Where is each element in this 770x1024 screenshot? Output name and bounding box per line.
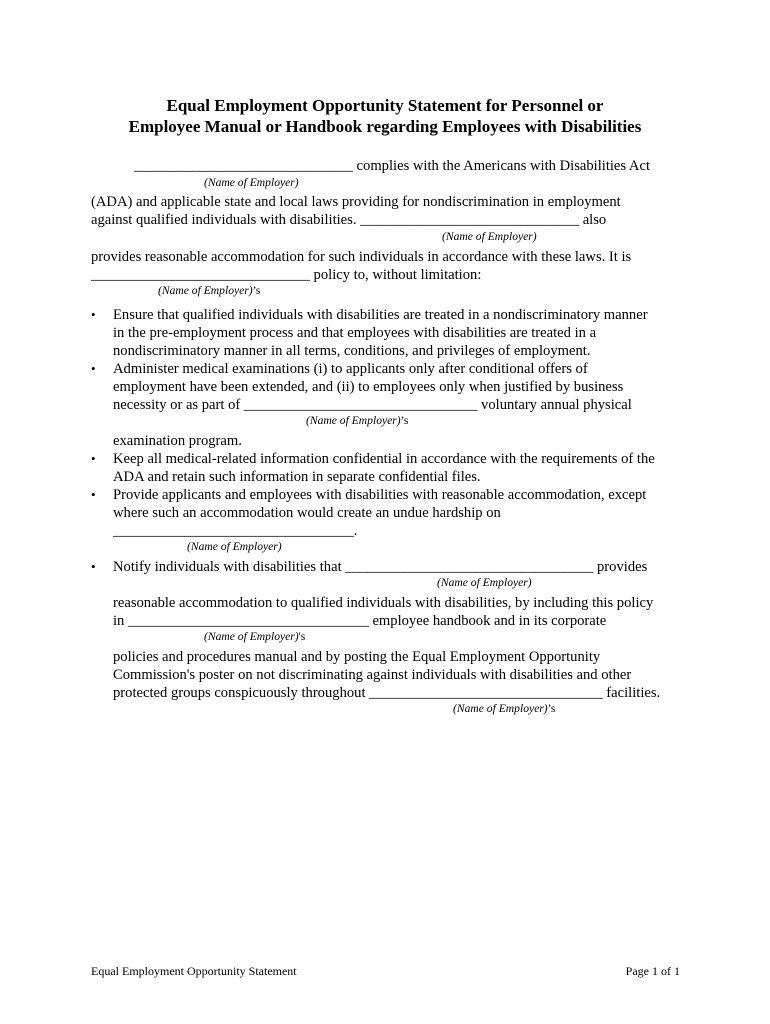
bullet-2-line-4: examination program.	[113, 433, 242, 449]
footer-title: Equal Employment Opportunity Statement	[91, 964, 297, 978]
bullet-5-line-2: reasonable accommodation to qualified individuals with disabilities, by including this policy	[113, 595, 654, 611]
bullet-5-line-4: policies and procedures manual and by posting the Equal Employment Opportunity	[113, 649, 601, 665]
bullet-2-line-1: Administer medical examinations (i) to applicants only after conditional offers of	[113, 361, 588, 377]
caption-employer-7: (Name of Employer)'s	[204, 630, 306, 643]
intro-line-4: provides reasonable accommodation for such individuals in accordance with these laws. It is	[91, 249, 632, 265]
intro-line-2: (ADA) and applicable state and local laws providing for nondiscrimination in employment	[91, 194, 621, 210]
bullet-4-icon: •	[91, 487, 96, 502]
caption-employer-2: (Name of Employer)	[442, 230, 537, 243]
bullet-5-icon: •	[91, 559, 96, 574]
bullet-4-line-1: Provide applicants and employees with disabilities with reasonable accommodation, except	[113, 487, 647, 503]
title-line-2: Employee Manual or Handbook regarding Employees with Disabilities	[128, 117, 642, 136]
caption-employer-8: (Name of Employer)’s	[453, 702, 556, 715]
title-line-1: Equal Employment Opportunity Statement for Personnel or	[166, 96, 604, 115]
caption-employer-1: (Name of Employer)	[204, 176, 299, 189]
bullet-2-line-3: necessity or as part of ________________________________ voluntary annual physical	[113, 397, 632, 413]
caption-employer-4: (Name of Employer)’s	[306, 414, 409, 427]
bullet-4-line-2: where such an accommodation would create an undue hardship on	[113, 505, 501, 521]
caption-employer-3: (Name of Employer)’s	[158, 284, 261, 297]
bullet-5-line-5: Commission's poster on not discriminating against individuals with disabilities and other	[113, 667, 632, 683]
bullet-2-icon: •	[91, 361, 96, 376]
bullet-5-line-6: protected groups conspicuously throughout ________________________________ facilities.	[113, 685, 661, 701]
bullet-3-line-2: ADA and retain such information in separate confidential files.	[113, 469, 481, 485]
intro-line-1: ______________________________ complies with the Americans with Disabilities Act	[134, 158, 651, 174]
bullet-1-line-1: Ensure that qualified individuals with disabilities are treated in a nondiscriminatory manner	[113, 307, 648, 323]
bullet-5-line-1: Notify individuals with disabilities that __________________________________ provides	[113, 559, 648, 575]
footer-page-number: Page 1 of 1	[625, 964, 680, 978]
bullet-3-line-1: Keep all medical-related information confidential in accordance with the requirements of the	[113, 451, 655, 467]
bullet-3-icon: •	[91, 451, 96, 466]
bullet-1-icon: •	[91, 307, 96, 322]
bullet-2-line-2: employment have been extended, and (ii) to employees only when justified by business	[113, 379, 624, 395]
caption-employer-6: (Name of Employer)	[437, 576, 532, 589]
caption-employer-5: (Name of Employer)	[187, 540, 282, 553]
bullet-1-line-3: nondiscriminatory manner in all terms, conditions, and privileges of employment.	[113, 343, 591, 359]
intro-line-3: against qualified individuals with disabilities. ______________________________ also	[91, 212, 607, 228]
intro-line-5: ______________________________ policy to, without limitation:	[91, 267, 482, 283]
bullet-4-line-3: _________________________________.	[113, 523, 358, 539]
page-title	[0, 95, 770, 137]
bullet-5-line-3: in _________________________________ employee handbook and in its corporate	[113, 613, 607, 629]
bullet-1-line-2: in the pre-employment process and that employees with disabilities are treated in a	[113, 325, 597, 341]
